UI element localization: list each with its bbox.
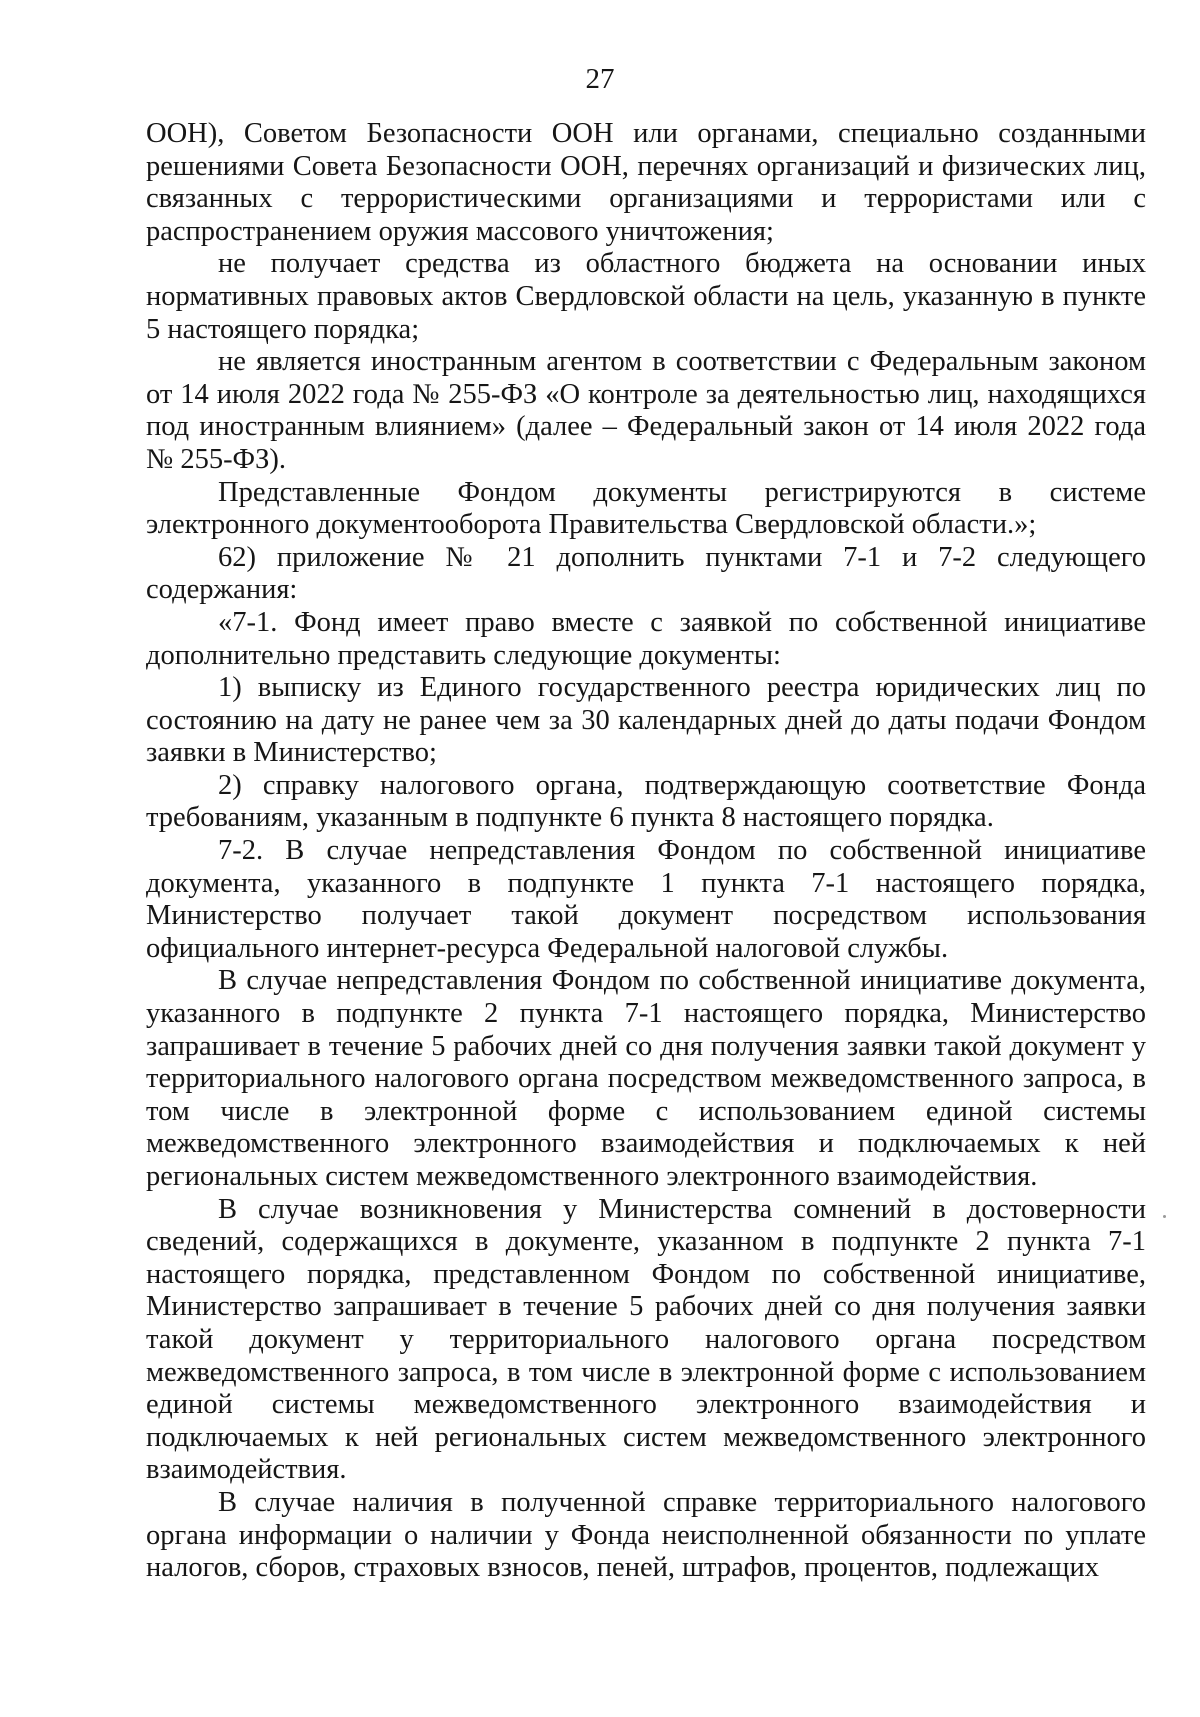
paragraph-clause-7-1: «7-1. Фонд имеет право вместе с заявкой по собственной инициативе дополнительно представить следующие документы:	[146, 606, 1146, 671]
paragraph-clause-7-1-item-2: 2) справку налогового органа, подтверждающую соответствие Фонда требованиям, указанным в подпункте 6 пункта 8 настоящего порядка.	[146, 769, 1146, 834]
document-body	[146, 118, 1146, 1585]
paragraph-interagency-request: В случае непредставления Фондом по собственной инициативе документа, указанного в подпункте 2 пункта 7-1 настоящего порядка, Министерство запрашивает в течение 5 рабочих дней со дня получения заявки такой документ у территориального налогового органа посредством межведомственного запроса, в том числе в электронной форме с использованием единой системы межведомственного электронного взаимодействия и подключаемых к ней региональных систем межведомственного электронного взаимодействия.	[146, 965, 1146, 1192]
paragraph-amendment-62: 62) приложение № 21 дополнить пунктами 7-1 и 7-2 следующего содержания:	[146, 541, 1146, 606]
paragraph-clause-7-2: 7-2. В случае непредставления Фондом по собственной инициативе документа, указанного в подпункте 1 пункта 7-1 настоящего порядка, Министерство получает такой документ посредством использования официального интернет-ресурса Федеральной налоговой службы.	[146, 835, 1146, 964]
page-number: 27	[585, 63, 615, 95]
paragraph-not-foreign-agent: не является иностранным агентом в соответствии с Федеральным законом от 14 июля 2022 года № 255-ФЗ «О контроле за деятельностью лиц, находящихся под иностранным влиянием» (далее – Федеральный закон от 14 июля 2022 года № 255-ФЗ).	[146, 346, 1146, 475]
scan-speck	[1163, 1215, 1166, 1218]
paragraph-tax-debt-information: В случае наличия в полученной справке территориального налогового органа информации о наличии у Фонда неисполненной обязанности по уплате налогов, сборов, страховых взносов, пеней, штрафов, процентов, подлежащих	[146, 1486, 1146, 1584]
paragraph-un-lists-continuation: ООН), Советом Безопасности ООН или органами, специально созданными решениями Совета Безопасности ООН, перечнях организаций и физических лиц, связанных с террористическими организациями и террористами или с распространением оружия массового уничтожения;	[146, 118, 1146, 247]
paragraph-doubt-verification: В случае возникновения у Министерства сомнений в достоверности сведений, содержащихся в документе, указанном в подпункте 2 пункта 7-1 настоящего порядка, представленном Фондом по собственной инициативе, Министерство запрашивает в течение 5 рабочих дней со дня получения заявки такой документ у территориального налогового органа посредством межведомственного запроса, в том числе в электронной форме с использованием единой системы межведомственного электронного взаимодействия и подключаемых к ней региональных систем межведомственного электронного взаимодействия.	[146, 1193, 1146, 1486]
paragraph-no-regional-budget-funds: не получает средства из областного бюджета на основании иных нормативных правовых актов Свердловской области на цель, указанную в пункте 5 настоящего порядка;	[146, 248, 1146, 345]
paragraph-documents-registration: Представленные Фондом документы регистрируются в системе электронного документооборота Правительства Свердловской области.»;	[146, 476, 1146, 541]
paragraph-clause-7-1-item-1: 1) выписку из Единого государственного реестра юридических лиц по состоянию на дату не ранее чем за 30 календарных дней до даты подачи Фондом заявки в Министерство;	[146, 672, 1146, 769]
